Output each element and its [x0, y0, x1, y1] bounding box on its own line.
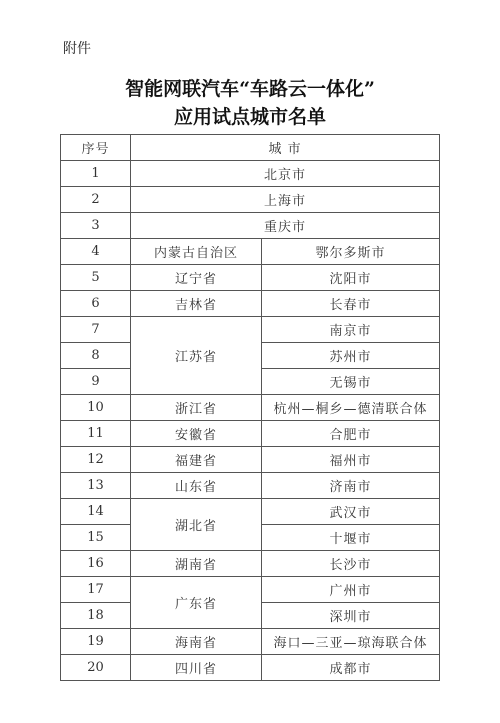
table-row [61, 213, 440, 239]
row-index: 9 [61, 369, 131, 395]
row-province: 吉林省 [131, 291, 262, 317]
row-province: 浙江省 [131, 395, 262, 421]
row-index: 16 [61, 551, 131, 577]
row-province: 海南省 [131, 629, 262, 655]
row-city: 杭州—桐乡—德清联合体 [262, 395, 440, 421]
row-city: 海口—三亚—琼海联合体 [262, 629, 440, 655]
row-index: 20 [61, 655, 131, 681]
row-city: 广州市 [262, 577, 440, 603]
row-city: 成都市 [262, 655, 440, 681]
table-row [61, 395, 440, 421]
row-city: 苏州市 [262, 343, 440, 369]
table-row [61, 317, 440, 343]
document-title-line2: 应用试点城市名单 [173, 106, 326, 128]
row-province: 广东省 [131, 577, 262, 629]
row-province: 湖南省 [131, 551, 262, 577]
row-city: 长沙市 [262, 551, 440, 577]
row-index: 1 [61, 161, 131, 187]
row-index: 14 [61, 499, 131, 525]
row-index: 4 [61, 239, 131, 265]
table-row [61, 187, 440, 213]
row-city: 合肥市 [262, 421, 440, 447]
header-city: 城 市 [131, 135, 440, 161]
row-index: 7 [61, 317, 131, 343]
table-row [61, 265, 440, 291]
row-index: 10 [61, 395, 131, 421]
row-city: 沈阳市 [262, 265, 440, 291]
row-index: 5 [61, 265, 131, 291]
table-row [61, 473, 440, 499]
row-city: 长春市 [262, 291, 440, 317]
city-list-table [60, 134, 440, 681]
row-city: 十堰市 [262, 525, 440, 551]
table-row [61, 447, 440, 473]
row-index: 17 [61, 577, 131, 603]
row-index: 2 [61, 187, 131, 213]
row-index: 3 [61, 213, 131, 239]
table-row [61, 629, 440, 655]
row-province: 安徽省 [131, 421, 262, 447]
row-city: 深圳市 [262, 603, 440, 629]
document-title-line1: 智能网联汽车“车路云一体化” [125, 78, 375, 100]
row-province: 四川省 [131, 655, 262, 681]
row-city: 无锡市 [262, 369, 440, 395]
row-province: 江苏省 [131, 317, 262, 395]
table-row [61, 551, 440, 577]
row-province: 山东省 [131, 473, 262, 499]
row-city: 武汉市 [262, 499, 440, 525]
row-province: 福建省 [131, 447, 262, 473]
row-index: 6 [61, 291, 131, 317]
row-city: 鄂尔多斯市 [262, 239, 440, 265]
table-row [61, 499, 440, 525]
row-index: 15 [61, 525, 131, 551]
row-index: 13 [61, 473, 131, 499]
row-province: 湖北省 [131, 499, 262, 551]
row-city: 济南市 [262, 473, 440, 499]
table-header-row [61, 135, 440, 161]
row-index: 8 [61, 343, 131, 369]
table-row [61, 577, 440, 603]
table-row [61, 291, 440, 317]
row-index: 12 [61, 447, 131, 473]
row-city: 重庆市 [131, 213, 440, 239]
row-index: 18 [61, 603, 131, 629]
row-city: 北京市 [131, 161, 440, 187]
table-row [61, 161, 440, 187]
table-row [61, 421, 440, 447]
table-row [61, 239, 440, 265]
table-row [61, 655, 440, 681]
row-province: 辽宁省 [131, 265, 262, 291]
row-city: 上海市 [131, 187, 440, 213]
row-index: 19 [61, 629, 131, 655]
attachment-label: 附件 [63, 41, 91, 57]
row-city: 福州市 [262, 447, 440, 473]
row-province: 内蒙古自治区 [131, 239, 262, 265]
header-index: 序号 [61, 135, 131, 161]
row-city: 南京市 [262, 317, 440, 343]
row-index: 11 [61, 421, 131, 447]
